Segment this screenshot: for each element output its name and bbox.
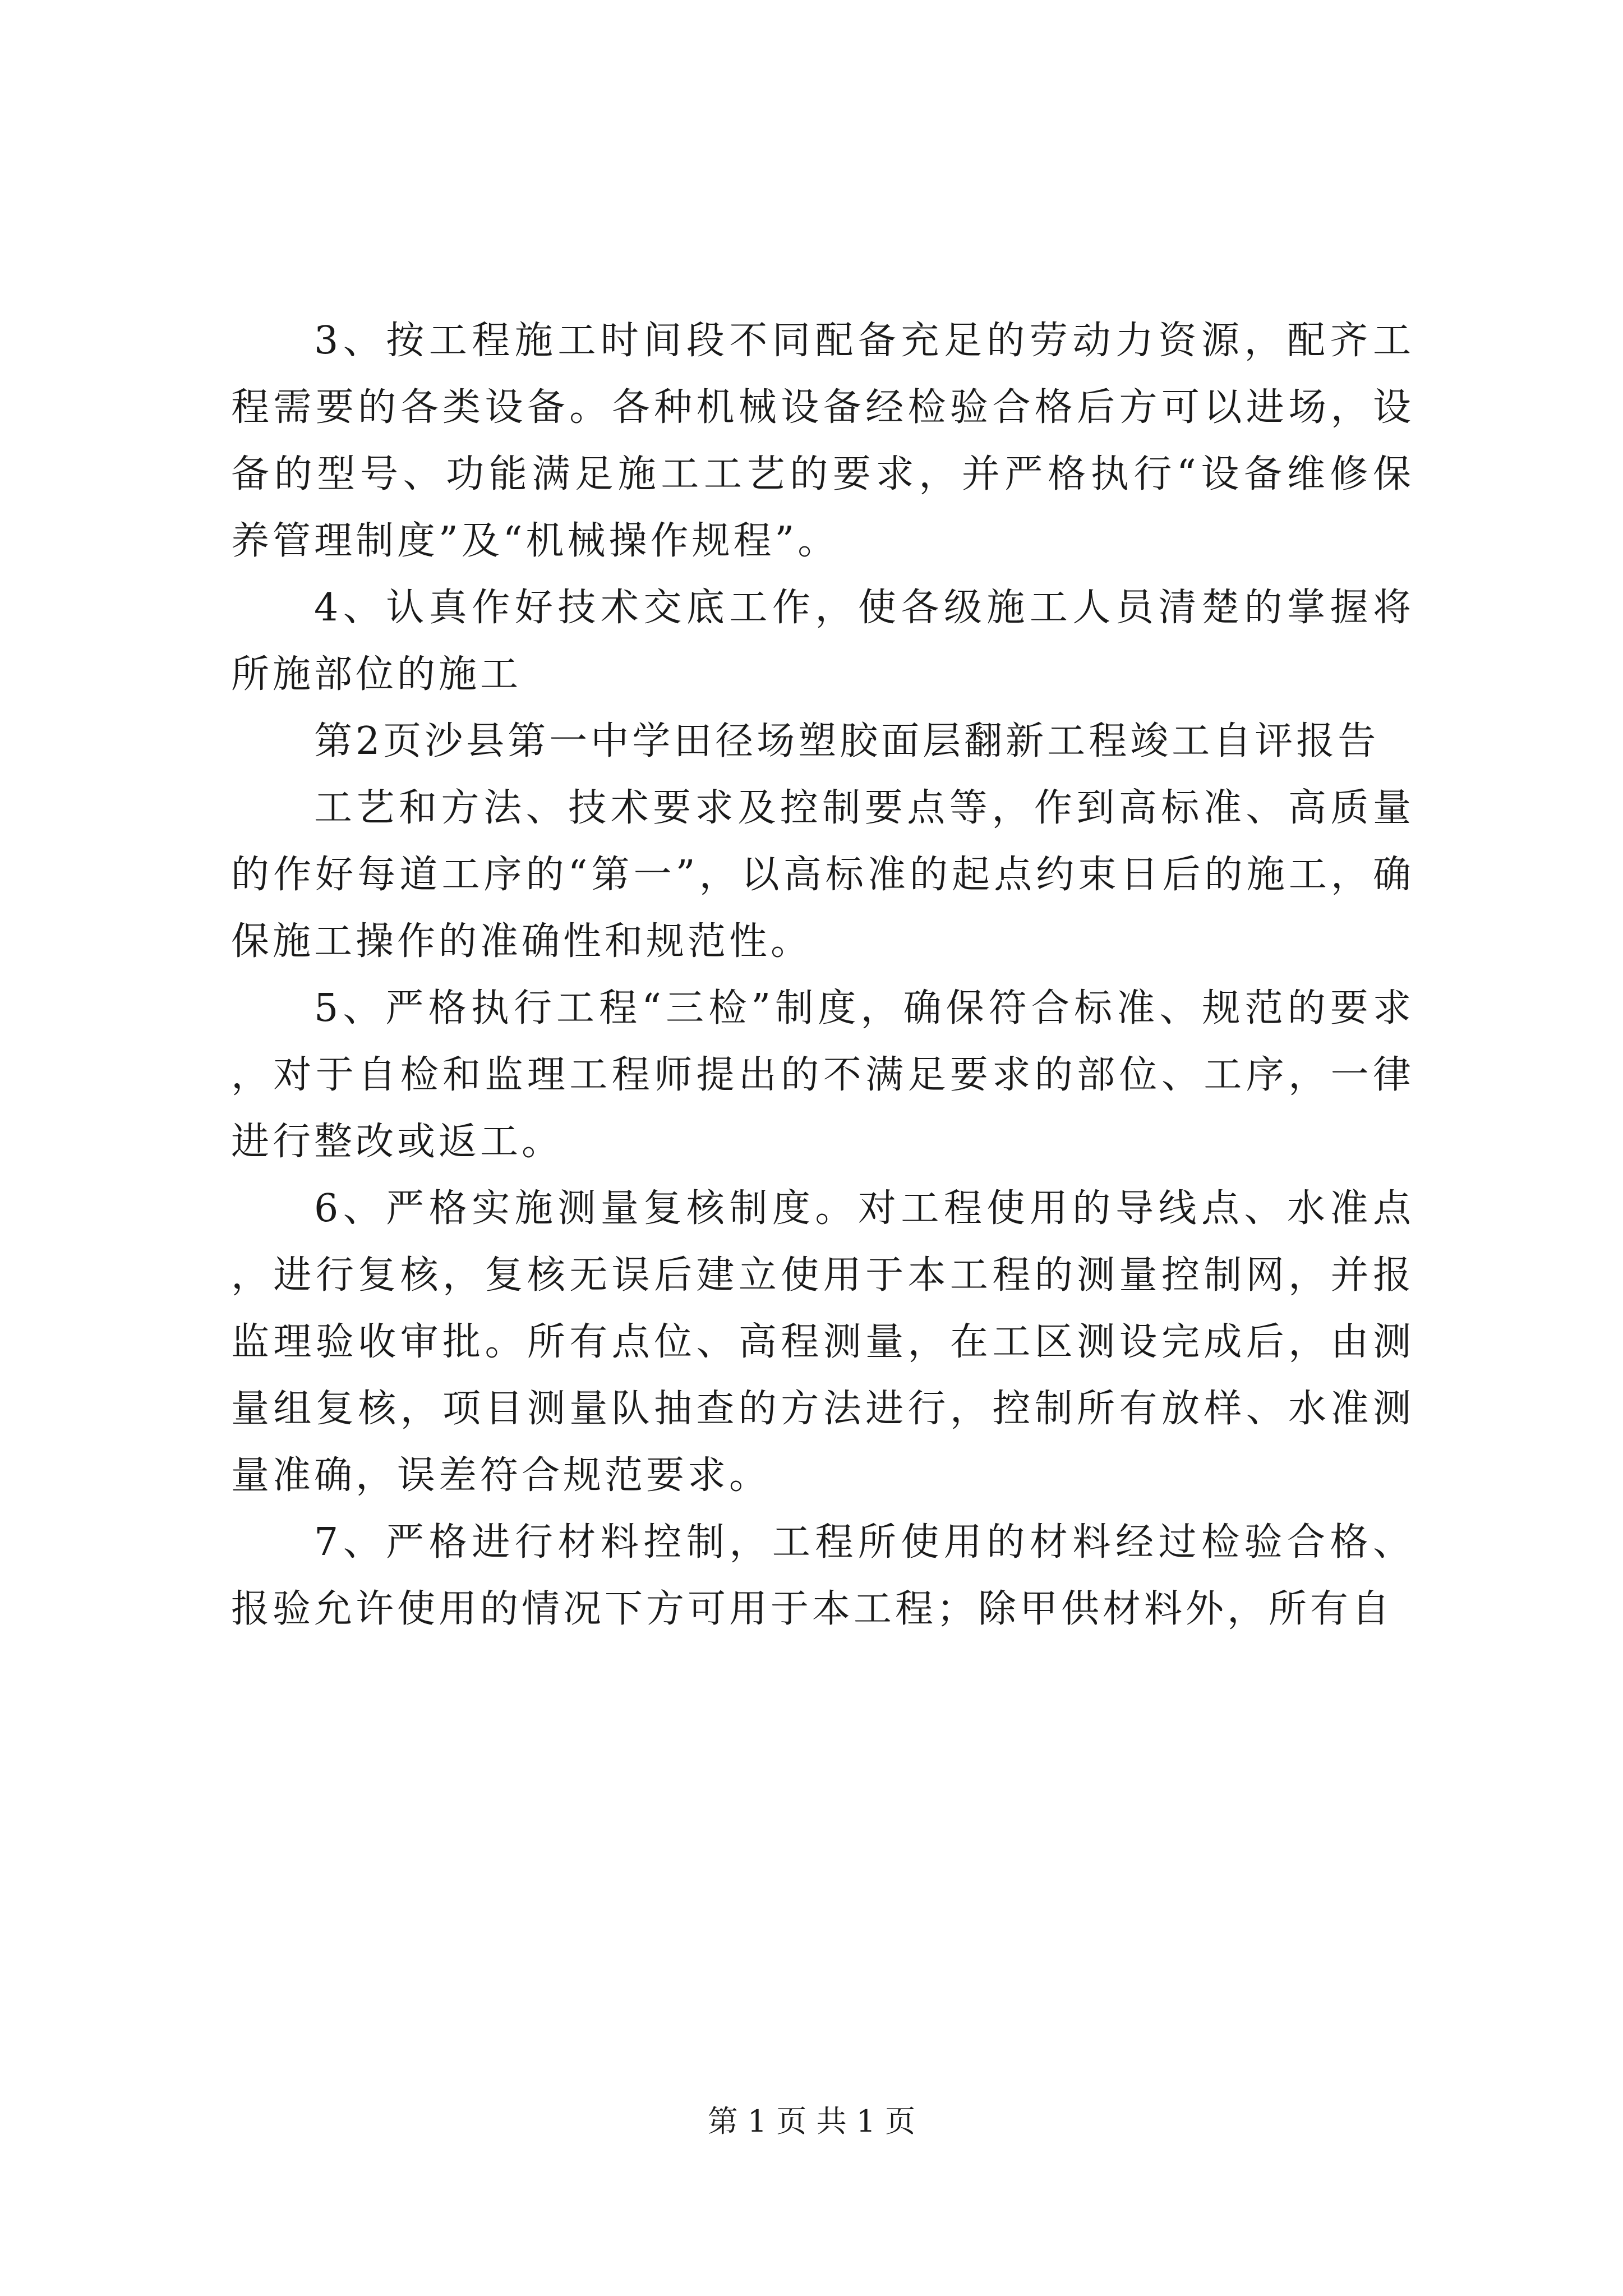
page-footer: 第 1 页 共 1 页 [707,2104,916,2139]
paragraph-item-4: 4、认真作好技术交底工作，使各级施工人员清楚的掌握将所施部位的施工 [231,586,1414,697]
paragraph-item-3: 3、按工程施工时间段不同配备充足的劳动力资源，配齐工程需要的各类设备。各种机械设备经检验合格后方可以进场，设备的型号、功能满足施工工艺的要求，并严格执行“设备维修保养管理制度”及“机械操作规程”。 [231,319,1414,563]
paragraph-item-5: 5、严格执行工程“三检”制度，确保符合标准、规范的要求，对于自检和监理工程师提出的不满足要求的部位、工序，一律进行整改或返工。 [231,986,1414,1164]
paragraph-item-7: 7、严格进行材料控制，工程所使用的材料经过检验合格、报验允许使用的情况下方可用于本工程；除甲供材料外，所有自 [231,1520,1414,1631]
page-header-text: 第2页沙县第一中学田径场塑胶面层翻新工程竣工自评报告 [314,719,1380,763]
paragraph-item-6: 6、严格实施测量复核制度。对工程使用的导线点、水准点，进行复核，复核无误后建立使用于本工程的测量控制网，并报监理验收审批。所有点位、高程测量，在工区测设完成后，由测量组复核，项目测量队抽查的方法进行，控制所有放样、水准测量准确，误差符合规范要求。 [231,1186,1414,1498]
document-body [231,307,1414,1642]
paragraph-continuation: 工艺和方法、技术要求及控制要点等，作到高标准、高质量的作好每道工序的“第一”，以高标准的起点约束日后的施工，确保施工操作的准确性和规范性。 [231,786,1414,964]
